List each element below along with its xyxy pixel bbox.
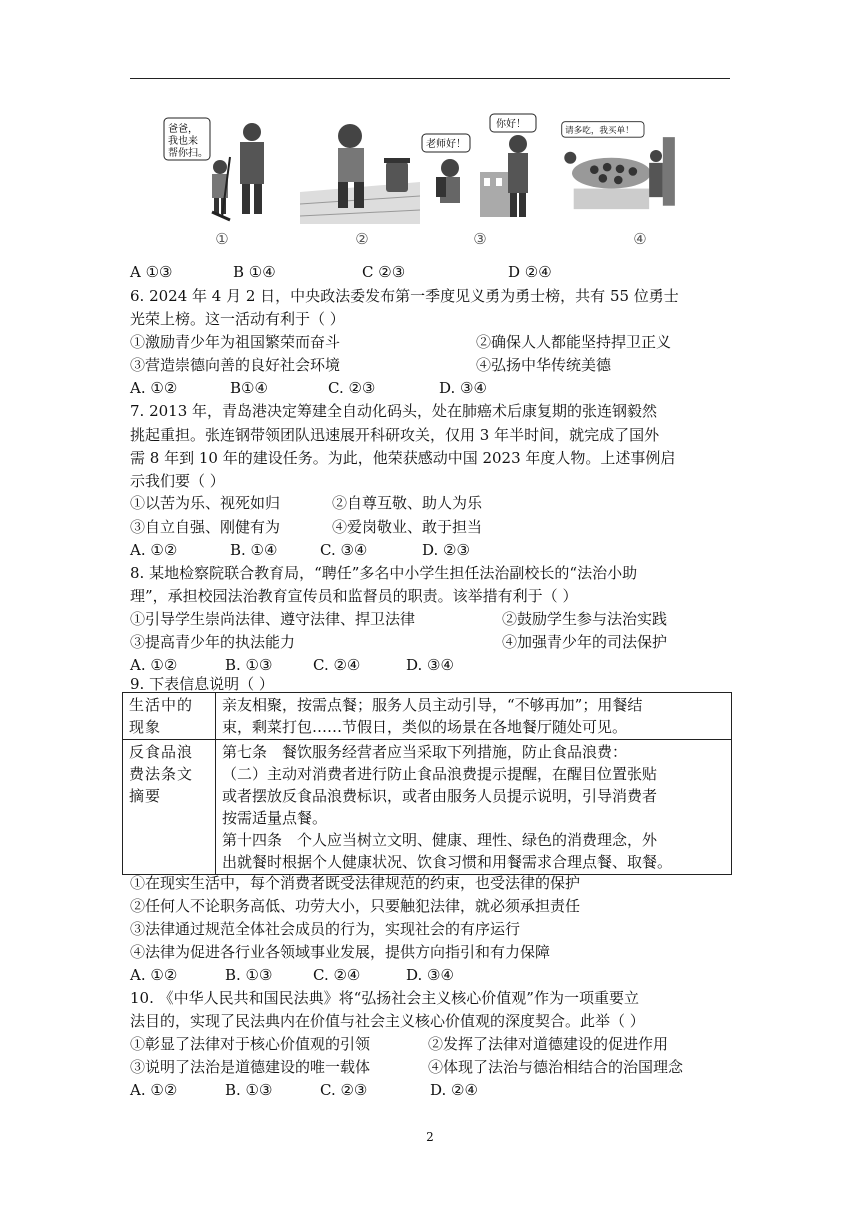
q7-stem-line4: 示我们要（ ）: [130, 472, 225, 490]
q10-item-4: ④体现了法治与德治相结合的治国理念: [428, 1058, 684, 1076]
q10-stem-line1: 10. 《中华人民共和国民法典》将“弘扬社会主义核心价值观”作为一项重要立: [130, 989, 639, 1007]
cartoon-panel-4: [560, 112, 680, 224]
panel4-speech: 请多吃，我买单！: [565, 125, 634, 136]
q10-item-row1: [130, 1033, 669, 1055]
q7-stem-line2: 挑起重担。张连钢带领团队迅速展开科研攻关，仅用 3 年半时间，就完成了国外: [130, 426, 660, 444]
q8-item-row2: [130, 631, 668, 653]
q7-item-row1: [130, 492, 483, 514]
q8-stem-line1: 8. 某地检察院联合教育局，“聘任”多名中小学生担任法治副校长的“法治小助: [130, 564, 638, 582]
row2-header-line2: 费法条文: [129, 765, 194, 783]
q6-option-d: D. ③④: [439, 379, 487, 397]
row2-body-line3: 或者摆放反食品浪费标识，或者由服务人员提示说明，引导消费者: [222, 787, 658, 805]
cartoon-panel-1: [160, 112, 280, 224]
q8-option-c: C. ②④: [313, 656, 361, 674]
q10-stem-line2: 法目的，实现了民法典内在价值与社会主义核心价值观的深度契合。此举（ ）: [130, 1012, 645, 1030]
q6-option-b: B①④: [230, 379, 268, 397]
q5-option-b: B ①④: [233, 263, 276, 281]
panel1-speech-line2: 我也来: [168, 136, 198, 147]
q6-stem-line1: 6. 2024 年 4 月 2 日，中央政法委发布第一季度见义勇为勇士榜，共有 55 位勇士: [130, 287, 679, 305]
q10-item-1: ①彰显了法律对于核心价值观的引领: [130, 1035, 371, 1053]
q6-item-2: ②确保人人都能坚持捍卫正义: [476, 333, 672, 351]
q7-option-d: D. ②③: [422, 541, 470, 559]
q10-options: [130, 1079, 478, 1101]
q7-item-4: ④爱岗敬业、敢于担当: [332, 518, 483, 536]
q9-item-4: ④法律为促进各行业各领域事业发展，提供方向指引和有力保障: [130, 943, 551, 961]
q7-stem-line3: 需 8 年到 10 年的建设任务。为此，他荣获感动中国 2023 年度人物。上述事例启: [130, 449, 676, 467]
row2-header-cell: [123, 740, 216, 875]
q6-item-1: ①激励青少年为祖国繁荣而奋斗: [130, 333, 341, 351]
q7-item-row2: [130, 516, 483, 538]
header-rule: [130, 78, 730, 79]
row2-body-line2: （二）主动对消费者进行防止食品浪费提示提醒，在醒目位置张贴: [222, 765, 658, 783]
row1-body-cell: [216, 693, 732, 740]
row2-body-line1: 第七条 餐饮服务经营者应当采取下列措施，防止食品浪费：: [222, 743, 628, 761]
panel3-speech-right: 你好！: [496, 119, 526, 130]
q9-item-3: ③法律通过规范全体社会成员的行为，实现社会的有序运行: [130, 920, 521, 938]
q5-options: [130, 261, 552, 283]
page-number: 2: [426, 1130, 434, 1144]
q6-options: [130, 377, 487, 399]
q9-stem: 9. 下表信息说明（ ）: [130, 675, 274, 693]
q10-option-b: B. ①③: [225, 1081, 273, 1099]
q8-option-d: D. ③④: [406, 656, 454, 674]
row2-header-line3: 摘要: [129, 787, 162, 805]
q9-option-a: A. ①②: [130, 966, 178, 984]
row1-header-line2: 现象: [129, 718, 162, 736]
q6-item-row1: [130, 331, 672, 353]
row2-body-cell: [216, 740, 732, 875]
q7-item-3: ③自立自强、刚健有为: [130, 518, 281, 536]
q6-item-3: ③营造崇德向善的良好社会环境: [130, 356, 341, 374]
q8-item-2: ②鼓励学生参与法治实践: [502, 610, 668, 628]
panel1-speech-line3: 帮你扫。: [168, 148, 208, 159]
q6-item-row2: [130, 354, 612, 376]
q10-item-3: ③说明了法治是道德建设的唯一载体: [130, 1058, 371, 1076]
q9-option-c: C. ②④: [313, 966, 361, 984]
q7-option-b: B. ①④: [230, 541, 278, 559]
q9-option-d: D. ③④: [406, 966, 454, 984]
q6-option-a: A. ①②: [130, 379, 178, 397]
q5-option-a: A ①③: [130, 263, 173, 281]
q8-item-4: ④加强青少年的司法保护: [502, 633, 668, 651]
row2-body-line5: 第十四条 个人应当树立文明、健康、理性、绿色的消费理念，外: [222, 831, 658, 849]
q7-item-2: ②自尊互敬、助人为乐: [332, 494, 483, 512]
panel1-speech-line1: 爸爸，: [168, 124, 198, 135]
q7-option-c: C. ③④: [320, 541, 368, 559]
q10-item-row2: [130, 1056, 684, 1078]
cartoon-panel-2: [300, 112, 420, 224]
q7-item-1: ①以苦为乐、视死如归: [130, 494, 281, 512]
panel3-speech-left: 老师好！: [426, 139, 466, 150]
q10-item-2: ②发挥了法律对道德建设的促进作用: [428, 1035, 669, 1053]
row1-header-cell: [123, 693, 216, 740]
cartoon-label-4: ④: [633, 230, 647, 248]
q10-option-c: C. ②③: [320, 1081, 368, 1099]
q6-item-4: ④弘扬中华传统美德: [476, 356, 612, 374]
q8-item-row1: [130, 608, 668, 630]
q8-option-a: A. ①②: [130, 656, 178, 674]
cartoon-label-1: ①: [215, 230, 229, 248]
q9-item-1: ①在现实生活中，每个消费者既受法律规范的约束，也受法律的保护: [130, 874, 581, 892]
row2-header-line1: 反食品浪: [129, 743, 194, 761]
q7-stem-line1: 7. 2013 年，青岛港决定筹建全自动化码头，处在肺癌术后康复期的张连钢毅然: [130, 402, 658, 420]
q6-stem-line2: 光荣上榜。这一活动有利于（ ）: [130, 310, 345, 328]
table-row-phenomenon: [123, 693, 732, 740]
row1-body-line2: 束，剩菜打包……节假日，类似的场景在各地餐厅随处可见。: [222, 718, 628, 736]
q7-options: [130, 539, 470, 561]
q10-option-a: A. ①②: [130, 1081, 178, 1099]
q8-option-b: B. ①③: [225, 656, 273, 674]
q9-option-b: B. ①③: [225, 966, 273, 984]
row2-body-line6: 出就餐时根据个人健康状况、饮食习惯和用餐需求合理点餐、取餐。: [222, 853, 673, 871]
q5-option-c: C ②③: [362, 263, 406, 281]
row2-body-line4: 按需适量点餐。: [222, 809, 328, 827]
cartoon-strip: [160, 112, 720, 252]
q9-item-2: ②任何人不论职务高低、功劳大小，只要触犯法律，就必须承担责任: [130, 897, 581, 915]
q8-stem-line2: 理”，承担校园法治教育宣传员和监督员的职责。该举措有利于（ ）: [130, 587, 578, 605]
row1-body-line1: 亲友相聚，按需点餐；服务人员主动引导，“不够再加”；用餐结: [222, 696, 643, 714]
q9-info-table: [122, 692, 732, 875]
q5-option-d: D ②④: [508, 263, 552, 281]
q7-option-a: A. ①②: [130, 541, 178, 559]
q8-item-3: ③提高青少年的执法能力: [130, 633, 296, 651]
cartoon-label-3: ③: [473, 230, 487, 248]
q9-options: [130, 964, 454, 986]
q10-option-d: D. ②④: [430, 1081, 478, 1099]
q8-item-1: ①引导学生崇尚法律、遵守法律、捍卫法律: [130, 610, 416, 628]
cartoon-panel-3: [420, 112, 540, 224]
row1-header-line1: 生活中的: [129, 696, 194, 714]
q6-option-c: C. ②③: [328, 379, 376, 397]
cartoon-label-2: ②: [355, 230, 369, 248]
table-row-law-excerpt: [123, 740, 732, 875]
